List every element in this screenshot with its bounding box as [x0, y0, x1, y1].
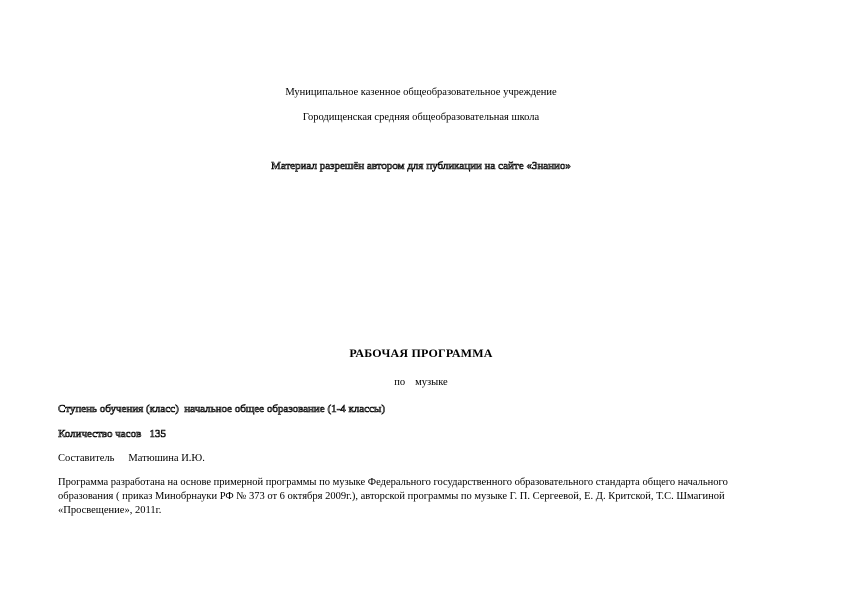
education-level-label: Ступень обучения (класс)	[58, 403, 179, 415]
author-line	[58, 452, 205, 465]
education-level-value: начальное общее образование (1-4 классы)	[184, 403, 386, 415]
program-description: Программа разработана на основе примерной программы по музыке Федерального государственного образовательного стандарта общего начального образования ( приказ Минобрнауки РФ № 373 от 6 октября 2009г.), авторской программы по музыке Г. П. Сергеевой, Е. Д. Критской, Т.С. Шмагиной «Просвещение», 2011г.	[58, 477, 728, 516]
education-level-line	[58, 403, 385, 416]
subject-name: музыке	[415, 377, 448, 388]
permission-note: Материал разрешён автором для публикации на сайте «Знанио»	[271, 160, 571, 172]
author-value: Матюшина И.Ю.	[128, 453, 205, 464]
page-title: РАБОЧАЯ ПРОГРАММА	[349, 346, 493, 360]
hours-value: 135	[149, 428, 167, 440]
hours-label: Количество часов	[58, 428, 142, 440]
institution-name: Муниципальное казенное общеобразовательное учреждение	[285, 87, 557, 98]
school-name: Городищенская средняя общеобразовательная школа	[302, 112, 540, 123]
author-label: Составитель	[58, 453, 115, 464]
subject-prefix: по	[394, 377, 406, 388]
hours-line	[58, 428, 166, 441]
subject-line	[0, 376, 842, 389]
